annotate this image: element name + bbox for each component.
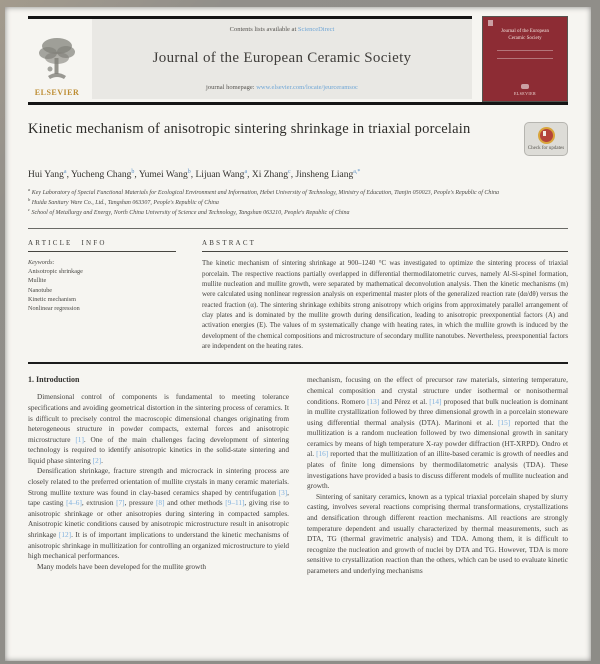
sciencedirect-link[interactable]: ScienceDirect — [297, 26, 335, 33]
citation-link[interactable]: [8] — [155, 498, 165, 508]
elsevier-tree-icon — [36, 36, 78, 87]
elsevier-logo — [28, 19, 88, 99]
abstract-column — [202, 239, 568, 353]
crossmark-icon — [538, 127, 555, 144]
author-name: Xi Zhang$^c$ — [251, 168, 291, 180]
citation-link[interactable]: [14] — [429, 396, 442, 406]
article-info-rule — [28, 251, 176, 253]
keywords-list — [28, 267, 176, 313]
author-affiliation-sup: a — [244, 168, 248, 175]
article-info-heading: ARTICLE INFO — [28, 238, 107, 247]
contents-line — [230, 26, 335, 33]
citation-link[interactable]: [4–6] — [66, 498, 82, 508]
keyword-item: Kinetic mechanism — [28, 296, 76, 304]
author-name: Yucheng Chang$^b$ — [70, 168, 135, 180]
author-affiliation-sup: b — [187, 168, 191, 175]
journal-homepage-link[interactable]: www.elsevier.com/locate/jeurceramsoc — [256, 84, 358, 91]
affiliation-line: $^a$ Key Laboratory of Special Functional Materials for Ecological Environment and Information, Hebei University of Technology, Ministry of Education, Tianjin 050023, People's Republic of China — [28, 187, 500, 196]
article-title: Kinetic mechanism of anisotropic sintering shrinkage in triaxial porcelain — [28, 121, 471, 137]
journal-cover-thumbnail[interactable] — [482, 16, 568, 102]
abstract-rule — [202, 251, 568, 253]
cover-decor-line — [497, 50, 553, 51]
article-info-column — [28, 239, 176, 353]
keywords-label: Keywords: — [28, 259, 55, 267]
author-name: Hui Yang$^a$ — [28, 168, 67, 180]
abstract-text: The kinetic mechanism of sintering shrinkage at 900–1240 °C was investigated to optimize the sintering process of triaxial porcelain. The respective reactions partially overlapped in differential thermodilatometric curves, namely Al-Si-spinel formation, mullite nucleation and mullite growth, were separated by mathematical deconvolution analysis. Then the kinetic mechanisms (m) were calculated using nonlinear regression analysis on experimental master plots of the generalized reaction rate (dα/dθ) versus the reacted fraction (α). The sintering shrinkage exhibits strong anisotropy which origins from approximately parallel arrangement of clay plates and is dominated by the mullite growth during densification, leading to anisotropic preexponential factors (A) and activation energies (E). The values of m systematically change with heating rates, in which the mullite growth is induced by the development of the chemical compositions and microstructure of secondary mullite nanotubes. Nevertheless, preexponential factors are independent on the heating rates. — [202, 260, 568, 351]
journal-header — [28, 16, 568, 102]
citation-link[interactable]: [16] — [316, 449, 329, 459]
body-paragraph: Sintering of sanitary ceramics, known as a typical triaxial porcelain shaped by slurry casting, involves several reactions comprising thermal transformations, crystallizations and densification through different reaction mechanisms. All reactions are strongly temperature dependent and usually characterized by thermal measurements, such as DTA, TG (thermal gravimetric analysis) and TDA. Among them, it is difficult to recognize the nucleation and growth of nuclei by DTA and TG. However, TDA is more sensitive to crystallization reaction than the others, which can be used to evaluate kinetic parameters and underlying mechanisms — [307, 491, 568, 575]
author-name: Lijuan Wang$^a$ — [195, 168, 248, 180]
author-name: Jinsheng Liang$^{a,*}$ — [295, 168, 361, 180]
author-affiliation-sup: c — [288, 168, 291, 175]
homepage-line — [206, 84, 358, 91]
abstract-heading: ABSTRACT — [202, 238, 257, 247]
cover-emblem — [521, 84, 529, 89]
journal-banner — [92, 19, 472, 99]
body-paragraph: Densification shrinkage, fracture strength and microcrack in sintering process are closely related to the preferred orientation of mullite crystals in many ceramic materials. Strong mullite texture was found in clay-based ceramics shaped by centrifugation [3], tape casting [4–6], extrusion [7], pressure [8] and other methods [9–11], giving rise to anisotropic shrinkage or other anisotropies during sintering in compacted samples. Anisotropic kinetic conditions caused by anisotropic microstructure result in anisotropic shrinkage [12]. It is of important implications to understand the kinetic mechanisms of anisotropic shrinkage in mullitization for controlling an organized microstructure to yield high mechanical performances. — [28, 466, 289, 561]
paper-page — [5, 7, 591, 661]
body-left-column — [28, 375, 289, 576]
body-paragraph: mechanism, focusing on the effect of precursor raw materials, sintering temperature, chemical composition and crystal structure under isothermal or nonisothermal conditions. Romero [13] and Pérez et al. [14] proposed that bulk nucleation is dominant in mullite crystallization followed by three dimensional growth in a porcelain stoneware using differential thermal analysis (DTA). Marinoni et al. [15] reported that the mullitization is a random nucleation followed by two dimensional growth in sanitary ceramics by means of high temperature X-ray powder diffraction (HT-XRPD). Ondro et al. [16] reported that the mullitization of an illite-based ceramic is growth of needles and plates of finite long dimensions by thermodilatometric analysis (TDA). These investigations have provided a basis to discuss different models of mullite nucleation and growth. — [307, 375, 569, 491]
author-affiliation-sup: a,* — [353, 168, 361, 175]
affiliation-line: $^b$ Huida Sanitary Ware Co., Ltd., Tangshan 063307, People's Republic of China — [28, 196, 219, 206]
elsevier-wordmark: ELSEVIER — [34, 88, 80, 97]
body-right-column — [307, 375, 568, 576]
citation-link[interactable]: [2] — [92, 455, 102, 465]
check-for-updates-button[interactable] — [524, 122, 568, 156]
citation-link[interactable]: [1] — [75, 434, 84, 444]
keyword-item: Nanotube — [28, 286, 53, 294]
body-paragraph: Many models have been developed for the mullite growth — [37, 561, 206, 571]
journal-title: Journal of the European Ceramic Society — [152, 50, 412, 66]
author-affiliation-sup: b — [131, 168, 135, 175]
authors-line: Hui Yang$^a$, Yucheng Chang$^b$, Yumei Wang$^b$, Lijuan Wang$^a$, Xi Zhang$^c$, Jinsheng Liang$^{a,*}$ — [28, 168, 361, 180]
citation-link[interactable]: [12] — [58, 529, 72, 539]
check-for-updates-label: Check for updates — [527, 145, 565, 151]
introduction-heading: 1. Introduction — [28, 375, 80, 385]
keyword-item: Anisotropic shrinkage — [28, 268, 83, 276]
citation-link[interactable]: [15] — [497, 417, 511, 427]
homepage-prefix: journal homepage: — [206, 84, 257, 91]
author-name: Yumei Wang$^b$ — [138, 168, 191, 180]
citation-link[interactable]: [13] — [367, 396, 380, 406]
author-affiliation-sup: a — [63, 168, 67, 175]
header-bottom-rule — [28, 102, 568, 105]
affiliation-line: $^c$ School of Metallurgy and Energy, North China University of Science and Technology, Tangshan 063210, People's Republic of China — [28, 206, 350, 216]
keyword-item: Mullite — [28, 277, 47, 285]
cover-footer-text: ELSEVIER — [513, 91, 537, 96]
affiliations — [28, 189, 568, 219]
contents-line-prefix: Contents lists available at — [229, 26, 298, 33]
body-paragraph: Dimensional control of components is fundamental to meeting tolerance specifications and avoiding geometrical distortion in the sintering process of ceramics. It is difficult to precisely control the macroscopic dimensional changes originating from heterogeneous structure in powder compacts, external forces and anisotropic microstructure [1]. One of the main challenges facing development of sintering technology is required to identify anisotropic kinetics in the solid-state sintering and liquid phase sintering [2]. — [28, 392, 290, 465]
citation-link[interactable]: [9–11] — [225, 498, 245, 508]
keyword-item: Nonlinear regression — [28, 305, 80, 313]
citation-link[interactable]: [7] — [116, 498, 125, 508]
cover-corner-mark — [488, 20, 493, 26]
citation-link[interactable]: [3] — [278, 487, 288, 497]
cover-title: Journal of the European Ceramic Society — [501, 29, 549, 41]
cover-decor-line — [497, 58, 553, 59]
